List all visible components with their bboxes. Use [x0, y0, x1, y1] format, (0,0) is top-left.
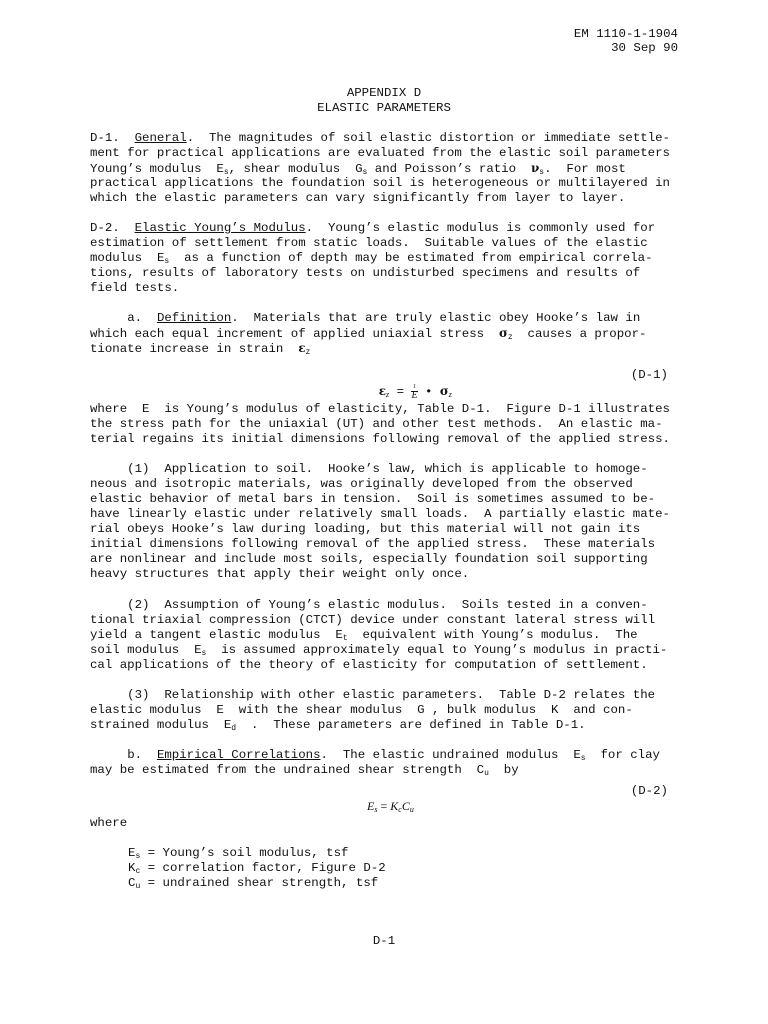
- subscript: s: [362, 168, 368, 177]
- section-text: is assumed approximately equal to Young’s modulus in practi-: [206, 643, 668, 657]
- paragraph-a: [90, 311, 680, 356]
- section-text: yield a tangent elastic modulus E: [90, 628, 343, 642]
- where-paragraph: [90, 402, 680, 447]
- symbol: C: [401, 799, 410, 813]
- equation-number: (D-1): [630, 368, 668, 382]
- definition-item: [128, 876, 386, 891]
- section-text: field tests.: [90, 281, 180, 295]
- fraction-numerator: 1: [413, 384, 417, 390]
- section-text: cal applications of the theory of elasticity for computation of settlement.: [90, 658, 648, 672]
- section-text: modulus: [90, 251, 143, 265]
- symbol: ε: [298, 341, 306, 355]
- page-number: D-1: [372, 934, 396, 948]
- symbol: K: [390, 799, 399, 813]
- subscript: z: [305, 348, 311, 357]
- section-text: initial dimensions following removal of the applied stress. These materials: [90, 537, 656, 551]
- section-text: (2) Assumption of Young’s elastic modulus. Soils tested in a conven-: [90, 598, 648, 612]
- section-text: causes a propor-: [527, 327, 647, 341]
- section-text: . Young’s elastic modulus is commonly used for: [305, 221, 656, 235]
- paragraph-2: [90, 598, 680, 673]
- section-text: which each equal increment of applied uniaxial stress: [90, 327, 485, 341]
- section-text: heavy structures that apply their weight only once.: [90, 567, 470, 581]
- section-heading: Elastic Young’s Modulus: [134, 221, 306, 235]
- symbol: E: [367, 799, 375, 813]
- symbol: G: [355, 162, 363, 176]
- section-text: soil modulus E: [90, 643, 202, 657]
- section-text: rial obeys Hooke’s law during loading, but this material will not gain its: [90, 522, 641, 536]
- section-text: by: [488, 763, 519, 777]
- section-d1: D-1. General. The magnitudes of soil elastic distortion or immediate settle- ment for practical applications are evaluated from the elastic soil parameters Young’s modulus $E_s$, shear modulus $G_s$ and Poisson’s ratio $\nu_s$. For most practical applications the foundation soil is heterogeneous or multilayered in which the elastic parameters can vary significantly from layer to layer.: [90, 131, 680, 206]
- appendix-subtitle: ELASTIC PARAMETERS: [317, 101, 451, 115]
- section-text: tionate increase in strain: [90, 342, 284, 356]
- paragraph-b: [90, 748, 680, 778]
- where-word: where: [90, 816, 128, 830]
- fraction-denominator: E: [411, 390, 418, 401]
- subscript: c: [135, 867, 141, 876]
- section-text: . The elastic undrained modulus E: [320, 748, 581, 762]
- section-text: tional triaxial compression (CTCT) device under constant lateral stress will: [90, 613, 656, 627]
- section-text: (3) Relationship with other elastic parameters. Table D-2 relates the: [90, 688, 656, 702]
- section-text: as a function of depth may be estimated from empirical correla-: [184, 251, 653, 265]
- subscript: u: [135, 882, 141, 891]
- section-text: strained modulus E: [90, 718, 232, 732]
- section-text: for clay: [585, 748, 660, 762]
- subscript: z: [448, 389, 452, 399]
- symbol: ν: [530, 161, 540, 175]
- subscript: u: [409, 805, 414, 814]
- definition-item: [128, 846, 386, 861]
- document-number: EM 1110-1-1904: [573, 27, 678, 41]
- symbol: σ: [439, 383, 449, 398]
- subscript: u: [484, 769, 489, 778]
- paragraph-label: b.: [127, 748, 143, 762]
- paragraph-3: [90, 688, 680, 733]
- subscript: s: [201, 649, 207, 658]
- section-number: D-2.: [90, 221, 120, 235]
- subscript: s: [164, 257, 170, 266]
- document-date: 30 Sep 90: [611, 41, 678, 55]
- section-text: ment for practical applications are evaluated from the elastic soil parameters: [90, 146, 670, 160]
- section-text: the stress path for the uniaxial (UT) and other test methods. An elastic ma-: [90, 417, 663, 431]
- section-text: estimation of settlement from static loads. Suitable values of the elastic: [90, 236, 648, 250]
- subscript: s: [374, 805, 378, 814]
- section-text: where E is Young’s modulus of elasticity, Table D-1. Figure D-1 illustrates: [90, 402, 670, 416]
- subscript: s: [580, 754, 586, 763]
- definition-text: = Young’s soil modulus, tsf: [140, 846, 349, 860]
- subscript: s: [135, 852, 141, 861]
- section-text: tions, results of laboratory tests on undisturbed specimens and results of: [90, 266, 641, 280]
- page-header: [574, 27, 678, 55]
- section-text: practical applications the foundation soil is heterogeneous or multilayered in: [90, 176, 670, 190]
- paragraph-label: a.: [127, 311, 143, 325]
- subscript: c: [398, 805, 402, 814]
- section-text: terial regains its initial dimensions following removal of the applied stress.: [90, 432, 670, 446]
- section-heading: General: [134, 131, 187, 145]
- equals-sign: =: [380, 799, 388, 813]
- subscript: z: [507, 333, 513, 342]
- subscript: s: [539, 168, 545, 177]
- section-text: elastic behavior of metal bars in tension. Soil is sometimes assumed to be-: [90, 492, 656, 506]
- paragraph-heading: Definition: [156, 311, 232, 325]
- subscript: t: [342, 634, 348, 643]
- section-text: (1) Application to soil. Hooke’s law, which is applicable to homoge-: [90, 462, 648, 476]
- section-d2: [90, 221, 680, 296]
- symbol: σ: [498, 326, 508, 340]
- section-text: The magnitudes of soil elastic distortion or immediate settle-: [209, 131, 671, 145]
- definition-list: [128, 846, 386, 891]
- equation-number: (D-2): [630, 784, 668, 798]
- paragraph-1: [90, 462, 680, 582]
- section-text: Young’s modulus: [90, 162, 202, 176]
- subscript: d: [231, 724, 237, 733]
- symbol: E: [216, 162, 224, 176]
- section-text: may be estimated from the undrained shear strength C: [90, 763, 485, 777]
- subscript: z: [386, 389, 390, 399]
- section-text: are nonlinear and include most soils, especially foundation soil supporting: [90, 552, 648, 566]
- section-number: D-1.: [90, 131, 120, 145]
- symbol: K: [128, 861, 136, 875]
- section-text: . For most: [544, 162, 626, 176]
- section-text: have linearly elastic under relatively small loads. A partially elastic mate-: [90, 507, 670, 521]
- section-text: equivalent with Young’s modulus. The: [347, 628, 638, 642]
- section-text: which the elastic parameters can vary significantly from layer to layer.: [90, 191, 626, 205]
- definition-text: = correlation factor, Figure D-2: [140, 861, 386, 875]
- symbol: E: [156, 251, 165, 265]
- definition-item: [128, 861, 386, 876]
- paragraph-heading: Empirical Correlations: [156, 748, 321, 762]
- symbol: ε: [378, 383, 387, 398]
- fraction: [411, 383, 417, 400]
- section-text: neous and isotropic materials, was originally developed from the observed: [90, 477, 633, 491]
- appendix-title: APPENDIX D: [346, 86, 422, 100]
- definition-text: = undrained shear strength, tsf: [140, 876, 379, 890]
- symbol: C: [128, 876, 136, 890]
- equals-sign: =: [396, 384, 405, 399]
- section-text: . These parameters are defined in Table D-1.: [236, 718, 586, 732]
- subscript: s: [223, 168, 229, 177]
- section-text: and Poisson’s ratio: [374, 162, 517, 176]
- multiply-dot: •: [425, 384, 433, 399]
- section-text: , shear modulus: [228, 162, 341, 176]
- section-text: elastic modulus E with the shear modulus G , bulk modulus K and con-: [90, 703, 633, 717]
- symbol: E: [128, 846, 136, 860]
- section-text: . Materials that are truly elastic obey Hooke’s law in: [231, 311, 641, 325]
